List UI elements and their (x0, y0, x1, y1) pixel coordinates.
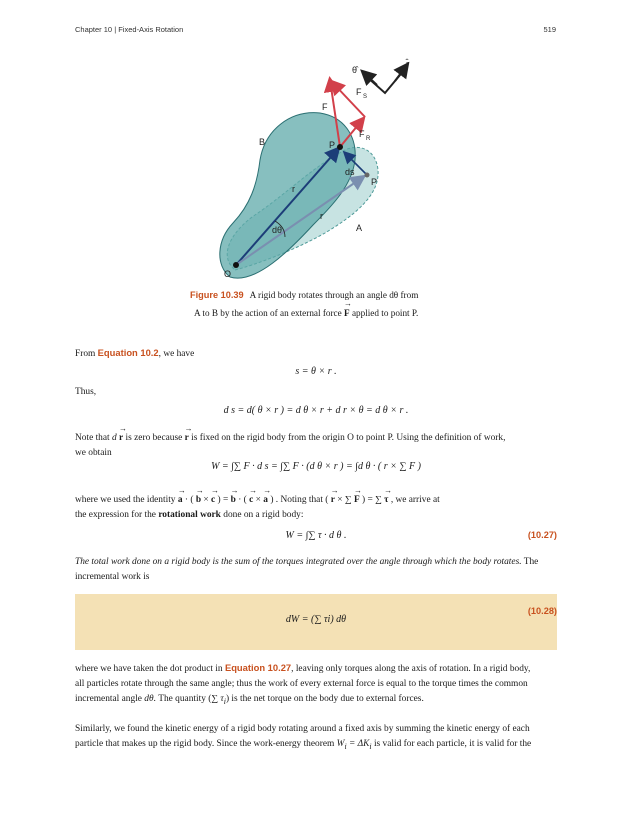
label-o: O (224, 269, 232, 279)
equation-s-theta-r: s = θ × r . (295, 366, 337, 377)
label-fr-sub: R (366, 136, 371, 142)
label-dtheta: dθ (272, 225, 283, 235)
point-o (233, 262, 239, 268)
label-fs-sub: S (363, 94, 368, 100)
label-a: A (356, 223, 363, 233)
label-r-hat: r̂ (406, 59, 409, 69)
paragraph-4: The total work done on a rigid body is the sum of the torques integrated over the angle through which the body rotates. The incremental work is (75, 557, 539, 582)
label-r-2: r (320, 211, 323, 221)
equation-link-10-27[interactable]: Equation 10.27 (224, 662, 292, 673)
equation-rotational-work: W = ∫∑ τ · d θ . (285, 530, 347, 541)
label-r-1: r (292, 184, 295, 194)
equation-link-10-2[interactable]: Equation 10.2 (97, 347, 159, 358)
equation-work-integral: W = ∫∑ F · d s = ∫∑ F · (d θ × r ) = ∫d θ · ( r × ∑ F ) (211, 461, 421, 472)
figure-caption: Figure 10.39 A rigid body rotates through an angle dθ from A to B by the action of an external force → F applied to point P. (190, 288, 450, 321)
rigid-body-rotation-figure (195, 55, 435, 283)
paragraph-6: Similarly, we found the kinetic energy of a rigid body rotating around a fixed axis by summing the kinetic energy of each particle that makes up the rigid body. Since the work-energy theorem $W_i = \Delta K_i$ is valid for each particle, it is valid for the (75, 724, 532, 751)
label-b: B (259, 137, 266, 147)
label-p-a: P (371, 177, 378, 187)
point-p-a (365, 173, 370, 178)
label-ds: ds (345, 167, 355, 177)
point-p-b (337, 144, 343, 150)
equation-incremental-work: dW = (∑ τi) dθ (285, 614, 347, 625)
page-number: 519 (543, 25, 556, 34)
equation-ds: d s = d( θ × r ) = d θ × r + d r × θ = d θ × r . (223, 405, 409, 416)
equation-number-10-28: (10.28) (527, 606, 557, 616)
equation-number-10-27: (10.27) (527, 530, 557, 540)
paragraph-5: where we have taken the dot product in Equation 10.27, leaving only torques along the axis of rotation. In a rigid body, all particles rotate through the same angle; thus the work of every external force is equal to the torque times the common incremental angle dθ. The quantity (∑ $\tau_i$) is the net torque on the body due to external forces. (75, 662, 531, 706)
paragraph-2: Note that d → r is zero because → r is fixed on the rigid body from the origin O to point P. Using the definition of work, we obtain (75, 428, 557, 461)
paragraph-thus: Thus, (75, 387, 97, 397)
label-fs: F (356, 87, 362, 97)
chapter-header: Chapter 10 | Fixed-Axis Rotation (75, 25, 184, 34)
paragraph-3: where we used the identity → a · ( → b × → c ) = → b · ( → c × → a ) . Noting that ( → r × ∑ → F ) = ∑ → τ , we arrive at the expression for the rotational work done on a rigid body: (75, 490, 557, 523)
figure-label: Figure 10.39 (190, 290, 244, 300)
caption-line-2a: A to B by the action of an external force (194, 308, 342, 318)
label-fr: F (359, 129, 365, 139)
label-p-b: P (329, 140, 336, 150)
label-theta-hat: θ̂ (352, 65, 358, 75)
label-f: F (322, 102, 328, 112)
paragraph-1: From Equation 10.2, we have (75, 347, 195, 359)
caption-line-2b: applied to point P. (351, 308, 419, 318)
caption-line-1: A rigid body rotates through an angle dθ from (249, 290, 419, 300)
